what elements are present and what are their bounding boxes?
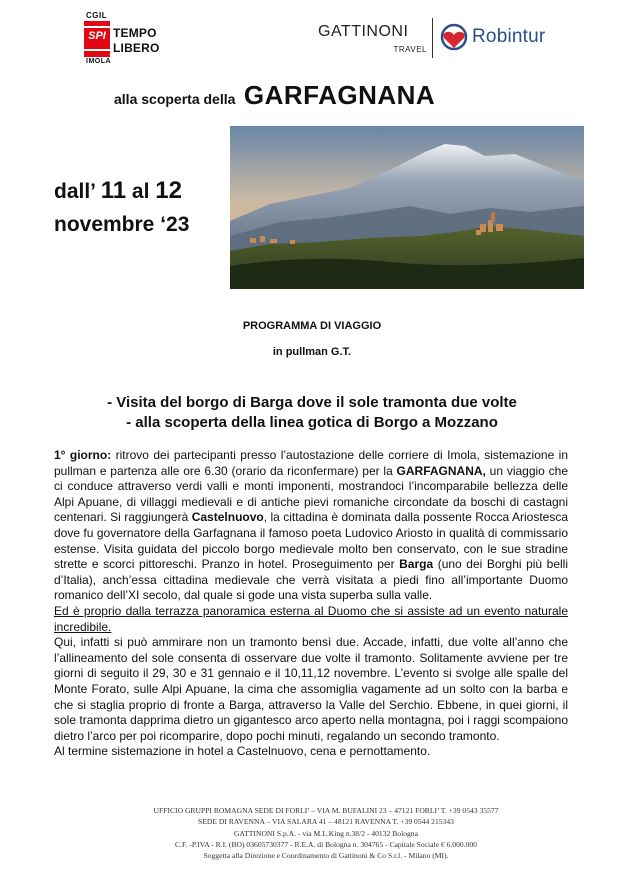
p1-garfagnana: GARFAGNANA, xyxy=(396,463,486,478)
date-to-day: 12 xyxy=(155,177,182,204)
footer-line-4: C.F. -P.IVA - R.I. (BO) 03605730377 - R.E.A. di Bologna n. 304765 - Capitale Sociale € 6.000.000 xyxy=(175,839,477,849)
program-subtitle: in pullman G.T. xyxy=(272,346,352,358)
itinerary-text xyxy=(54,448,568,760)
robintur-heart-icon xyxy=(440,22,468,52)
gattinoni-label: GATTINONI xyxy=(318,23,409,40)
gattinoni-logo xyxy=(318,18,433,58)
highlight-barga: - Visita del borgo di Barga dove il sole tramonta due volte xyxy=(107,394,517,411)
program-title: PROGRAMMA DI VIAGGIO xyxy=(242,320,382,332)
footer-line-1: UFFICIO GRUPPI ROMAGNA SEDE DI FORLI’ – VIA M. BUFALINI 23 – 47121 FORLI’ T. +39 0543 35577 xyxy=(153,806,499,815)
footer-line-3: GATTINONI S.p.A. - via M.L.King n.38/2 - 40132 Bologna xyxy=(234,828,418,838)
cgil-label: CGIL xyxy=(86,11,108,20)
libero-label: LIBERO xyxy=(113,41,160,55)
title-prefix: alla scoperta della xyxy=(114,91,236,107)
footer-line-2: SEDE DI RAVENNA – VIA SALARA 41 – 48121 RAVENNA T. +39 0544 215343 xyxy=(198,817,454,827)
robintur-label: Robintur xyxy=(472,26,546,47)
title-main: GARFAGNANA xyxy=(243,80,436,110)
itinerary-paragraph-2: Ed è proprio dalla terrazza panoramica esterna al Duomo che si assiste ad un evento naturale incredibile. xyxy=(54,603,568,634)
trip-dates xyxy=(54,174,234,241)
date-month-year: novembre ‘23 xyxy=(54,213,190,236)
page-title xyxy=(114,80,534,114)
p1-text-b: un viaggio che ci conduce attraverso verdi valli e monti imponenti, mostrandoci l’incomparabile bellezza delle Alpi Apuane, di villaggi medievali e di antiche pievi romaniche circondate da boschi di castagni centenari. Si raggiungerà xyxy=(54,463,568,525)
imola-label: IMOLA xyxy=(86,58,112,65)
p1-text-c: , la cittadina è dominata dalla possente Rocca Ariostesca dove fu governatore della Garfagnana il famoso poeta Ludovico Ariosto in qualità di commissario estense. Visita guidata del piccolo borgo medievale molto ben conservato, con le sue stradine strette e scorci pittoreschi. Pranzo in hotel. Proseguimento per xyxy=(54,510,569,572)
p1-barga: Barga xyxy=(399,557,434,572)
date-from-day: 11 xyxy=(100,177,127,204)
itinerary-paragraph-1 xyxy=(54,448,568,604)
date-al: al xyxy=(131,180,150,203)
garfagnana-landscape-photo xyxy=(230,126,584,289)
footer-line-5: Soggetta alla Direzione e Coordinamento di Gattinoni & Co S.r.l. - Milano (MI). xyxy=(203,851,449,861)
spi-label: SPI xyxy=(88,30,106,42)
p1-text-d: (uno dei Borghi più belli d’Italia), anch’essa cittadina medievale che verrà visitata a piedi fino all’importante Duomo romanico dell’XI secolo, dal quale si gode una vista superba sulla valle. xyxy=(54,557,568,603)
itinerary-paragraph-3: Qui, infatti si può ammirare non un tramonto bensì due. Accade, infatti, due volte all’anno che l’allineamento del sole consenta di osservare due volte il tramonto. Solitamente avviene per tre giorni di seguito il 29, 30 e 31 gennaio e il 10,11,12 novembre. L’evento si svolge alle spalle del Monte Forato, sulle Alpi Apuane, la cima che assomiglia vagamente ad un solto con la barba e che si staglia proprio di fronte a Barga, attraverso la Valle del Serchio. Ebbene, in quei giorni, il sole tramonta dapprima dietro un gigantesco arco aperto nella montagna, poi i raggi scompaiono dietro l’arco per poi ricomparire, dopo pochi minuti, regalando un secondo tramonto. xyxy=(54,635,568,743)
gattinoni-travel-label: TRAVEL xyxy=(393,45,427,54)
p1-text-a: ritrovo dei partecipanti presso l’autostazione delle corriere di Imola, sistemazione in pullman e partenza alle ore 6.30 (orario da riconfermare) per la xyxy=(54,448,568,478)
logo-divider xyxy=(432,18,433,58)
tempo-label: TEMPO xyxy=(113,26,157,40)
cgil-spi-logo xyxy=(84,11,194,67)
date-from-prefix: dall’ xyxy=(54,180,95,203)
spi-red-box xyxy=(84,21,110,57)
p1-castelnuovo: Castelnuovo xyxy=(191,510,264,525)
itinerary-paragraph-4: Al termine sistemazione in hotel a Castelnuovo, cena e pernottamento. xyxy=(54,744,431,759)
robintur-logo xyxy=(440,20,570,58)
footer xyxy=(0,805,624,861)
highlight-gothic-line: - alla scoperta della linea gotica di Borgo a Mozzano xyxy=(126,414,498,431)
day-label: 1° giorno: xyxy=(54,448,112,462)
